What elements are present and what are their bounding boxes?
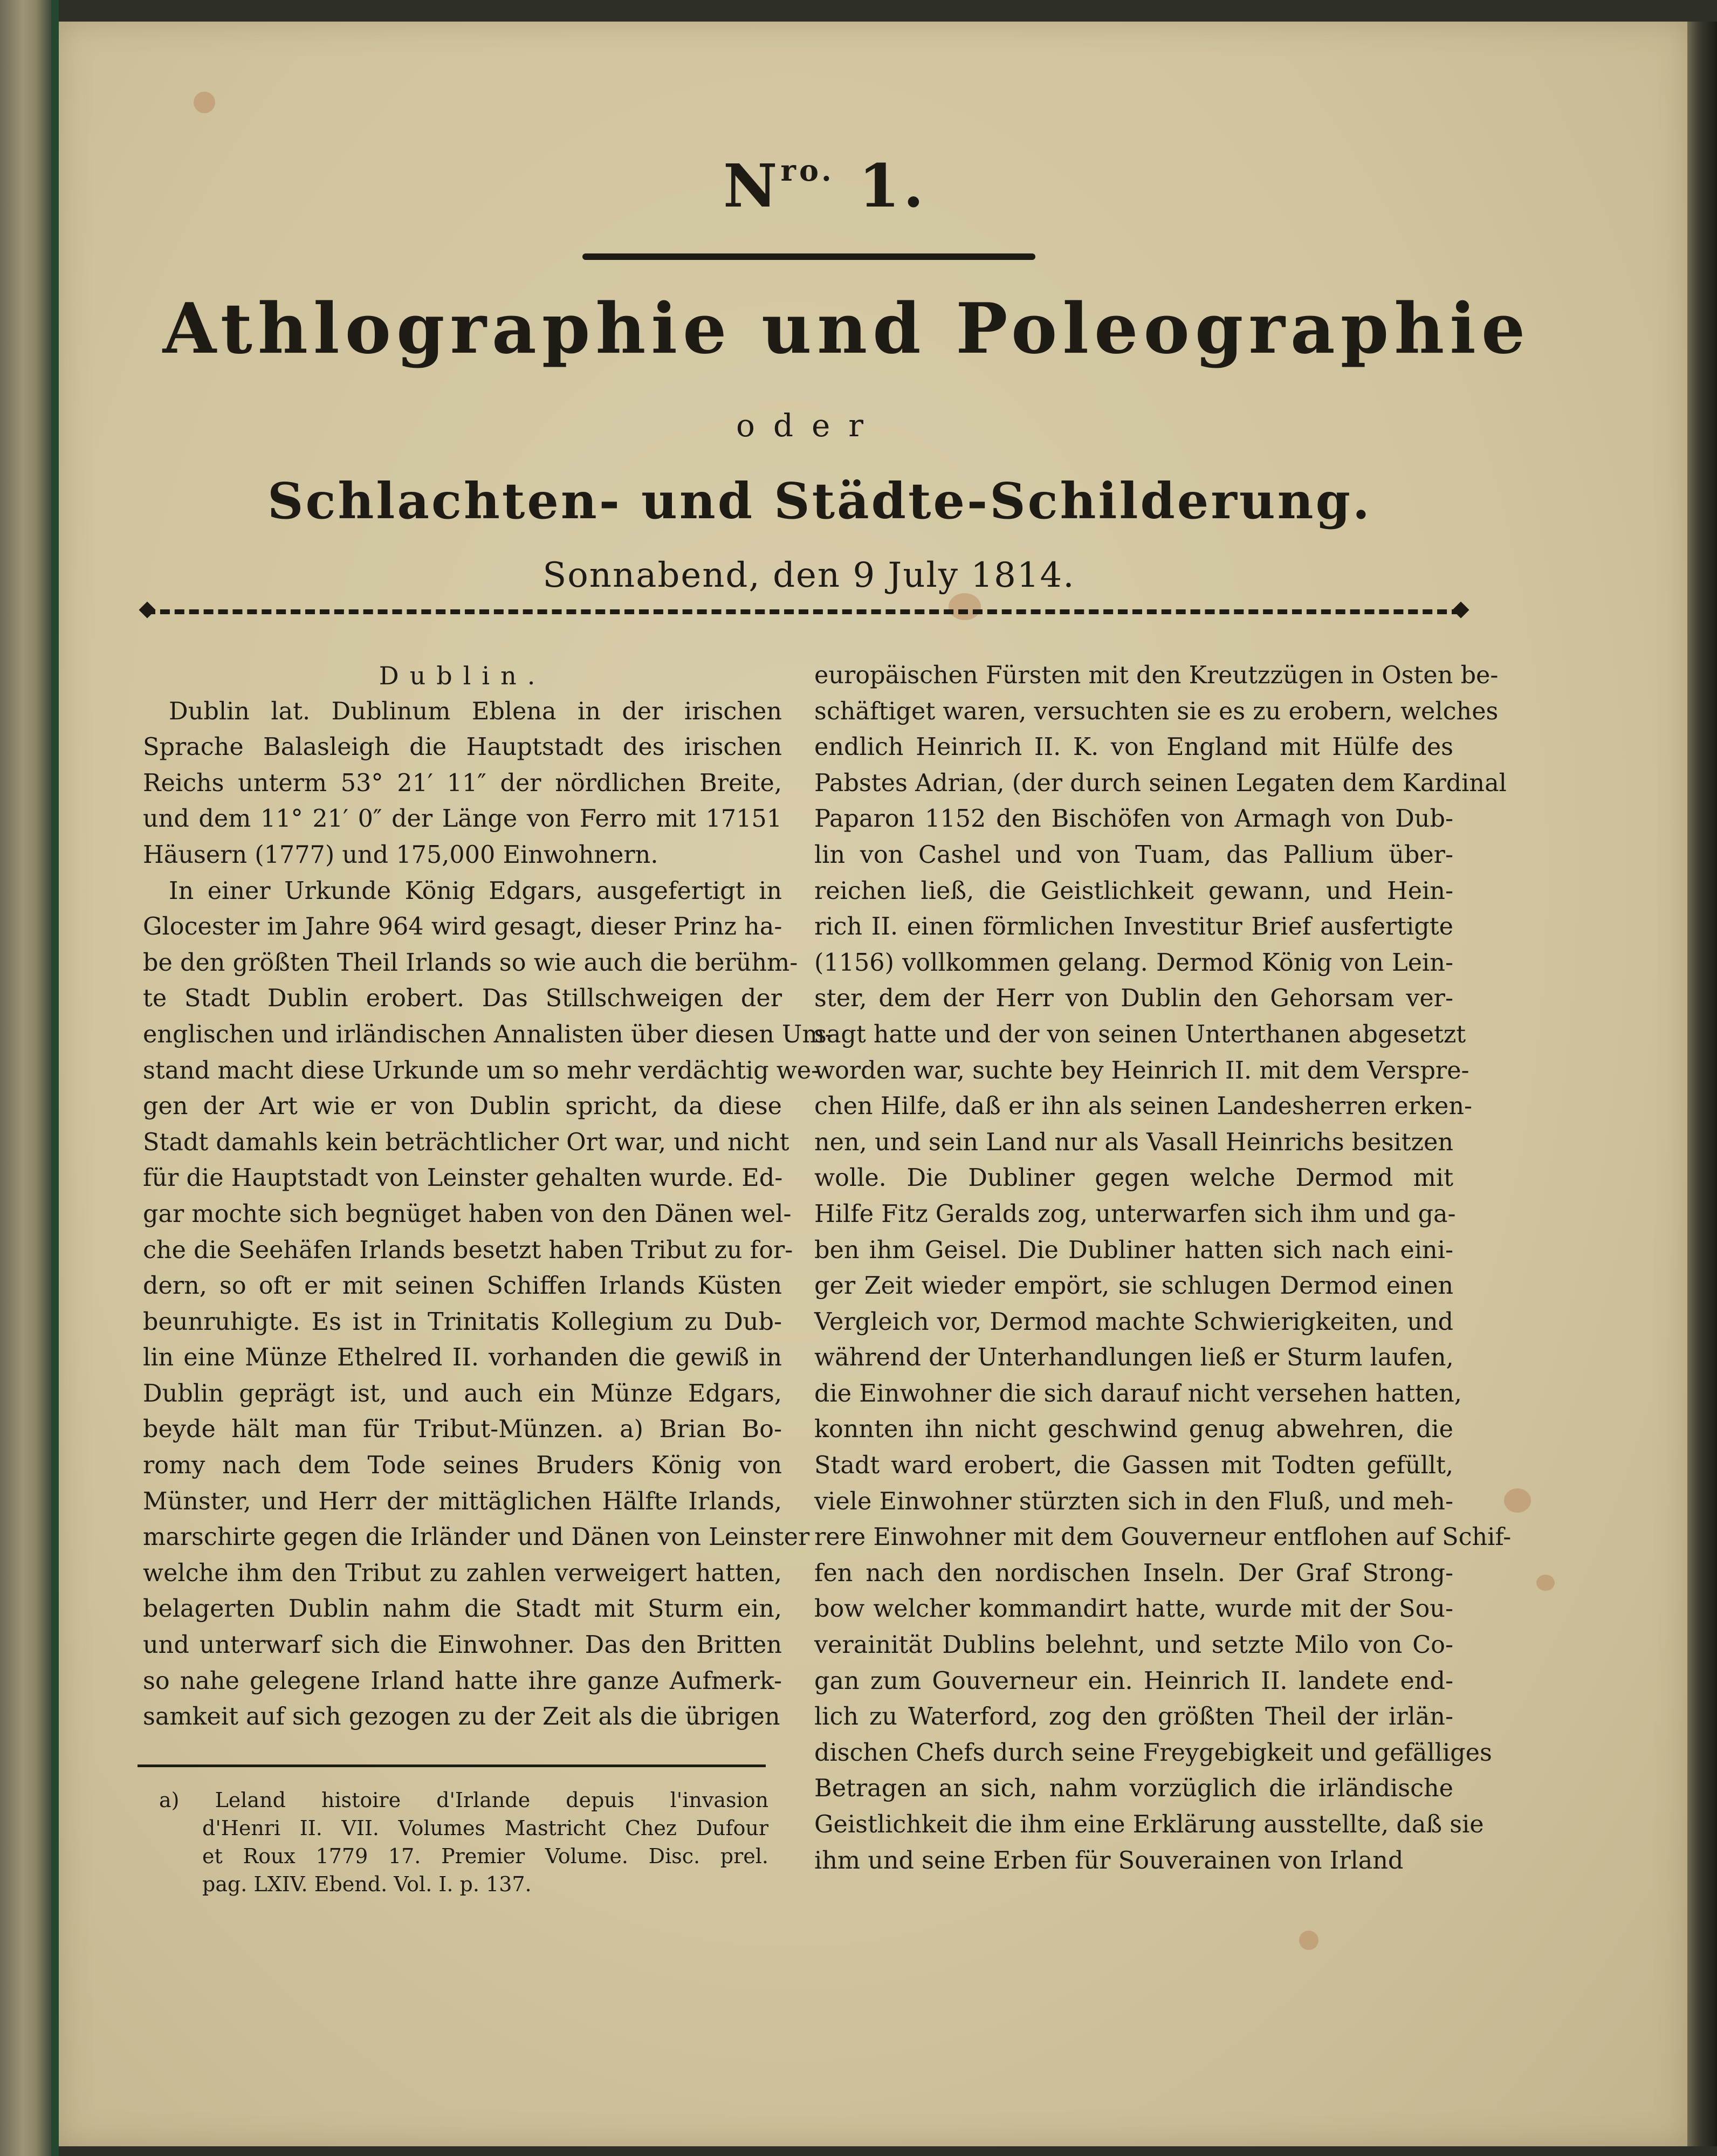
text-line: Dublin geprägt ist, und auch ein Münze Edgars, — [143, 1379, 782, 1407]
text-line: viele Einwohner stürzten sich in den Fluß, und meh- — [814, 1487, 1453, 1515]
right-column-text — [814, 658, 1512, 1879]
text-line: während der Unterhandlungen ließ er Sturm laufen, — [814, 1344, 1454, 1372]
foxing-spot — [194, 92, 215, 113]
text-line: lin von Cashel und von Tuam, das Pallium über- — [814, 841, 1453, 869]
text-line: ger Zeit wieder empört, sie schlugen Dermod einen — [814, 1272, 1453, 1300]
previous-page-edge — [0, 0, 51, 2156]
text-line: gen der Art wie er von Dublin spricht, da diese — [143, 1093, 782, 1121]
issue-number-prefix: N — [723, 151, 781, 221]
text-line: verainität Dublins belehnt, und setzte Milo von Co- — [814, 1631, 1453, 1659]
text-line: bow welcher kommandirt hatte, wurde mit der Sou- — [814, 1595, 1453, 1623]
header-rule — [582, 253, 1035, 260]
footnote — [159, 1786, 768, 1898]
text-line: für die Hauptstadt von Leinster gehalten wurde. Ed- — [143, 1164, 783, 1192]
text-line: ster, dem der Herr von Dublin den Gehorsam ver- — [814, 985, 1453, 1013]
text-line: belagerten Dublin nahm die Stadt mit Sturm ein, — [143, 1595, 782, 1623]
text-line: Stadt damahls kein beträchtlicher Ort war, und nicht — [143, 1128, 789, 1156]
footnote-line: et Roux 1779 17. Premier Volume. Disc. prel. — [202, 1844, 768, 1868]
footnote-line: a) Leland histoire d'Irlande depuis l'invasion — [159, 1788, 768, 1812]
text-line: Stadt ward erobert, die Gassen mit Todten gefüllt, — [814, 1452, 1453, 1480]
text-line: Reichs unterm 53° 21′ 11″ der nördlichen Breite, — [143, 769, 782, 797]
text-line: te Stadt Dublin erobert. Das Stillschweigen der — [143, 985, 782, 1013]
text-line: Dublin lat. Dublinum Eblena in der irischen — [169, 697, 782, 725]
text-line: gan zum Gouverneur ein. Heinrich II. landete end- — [814, 1667, 1453, 1695]
text-line: wolle. Die Dubliner gegen welche Dermod mit — [814, 1164, 1453, 1192]
issue-number-sup: ro. — [780, 153, 835, 188]
foxing-spot — [1299, 1931, 1318, 1950]
text-line: romy nach dem Tode seines Bruders König von — [143, 1452, 782, 1480]
text-line: Pabstes Adrian, (der durch seinen Legaten dem Kardinal — [814, 769, 1507, 797]
text-line: so nahe gelegene Irland hatte ihre ganze Aufmerk- — [143, 1667, 782, 1695]
foxing-spot — [949, 593, 981, 620]
text-line: Glocester im Jahre 964 wird gesagt, dieser Prinz ha- — [143, 913, 782, 941]
text-line: Münster, und Herr der mittäglichen Hälfte Irlands, — [143, 1487, 782, 1515]
text-line: lich zu Waterford, zog den größten Theil der irlän- — [814, 1703, 1453, 1731]
text-line: englischen und irländischen Annalisten über diesen Um- — [143, 1020, 833, 1048]
issue-number — [701, 151, 949, 221]
issue-date: Sonnabend, den 9 July 1814. — [542, 555, 1075, 595]
text-line: Sprache Balasleigh die Hauptstadt des irischen — [143, 733, 782, 761]
footnote-line: d'Henri II. VII. Volumes Mastricht Chez Dufour — [202, 1816, 768, 1840]
text-line: be den größten Theil Irlands so wie auch die berühm- — [143, 949, 798, 977]
text-line: che die Seehäfen Irlands besetzt haben Tribut zu for- — [143, 1236, 793, 1264]
text-line: gar mochte sich begnüget haben von den Dänen wel- — [143, 1200, 792, 1228]
text-line: ihm und seine Erben für Souverainen von Irland — [814, 1846, 1404, 1875]
text-line: beyde hält man für Tribut-Münzen. a) Brian Bo- — [143, 1416, 782, 1444]
text-line: worden war, suchte bey Heinrich II. mit dem Verspre- — [814, 1056, 1469, 1084]
foxing-spot — [1536, 1575, 1555, 1591]
text-line: schäftiget waren, versuchten sie es zu erobern, welches — [814, 697, 1499, 725]
text-line: Betragen an sich, nahm vorzüglich die irländische — [814, 1775, 1453, 1803]
footnote-rule — [138, 1764, 766, 1767]
text-line: europäischen Fürsten mit den Kreutzzügen in Osten be- — [814, 662, 1499, 689]
text-line: ben ihm Geisel. Die Dubliner hatten sich nach eini- — [814, 1236, 1453, 1264]
text-line: welche ihm den Tribut zu zahlen verweigert hatten, — [143, 1559, 782, 1587]
text-line: fen nach den nordischen Inseln. Der Graf Strong- — [814, 1559, 1453, 1587]
newspaper-subtitle: Schlachten- und Städte-Schilderung. — [267, 472, 1372, 530]
text-line: samkeit auf sich gezogen zu der Zeit als die übrigen — [143, 1703, 780, 1731]
text-line: lin eine Münze Ethelred II. vorhanden die gewiß in — [143, 1344, 782, 1372]
text-line: Hilfe Fitz Geralds zog, unterwarfen sich ihm und ga- — [814, 1200, 1456, 1228]
text-line: konnten ihn nicht geschwind genug abwehren, die — [814, 1416, 1453, 1444]
text-line: beunruhigte. Es ist in Trinitatis Kollegium zu Dub- — [143, 1308, 782, 1336]
text-line: chen Hilfe, daß er ihn als seinen Landesherren erken- — [814, 1093, 1473, 1121]
text-line: In einer Urkunde König Edgars, ausgefertigt in — [169, 877, 782, 905]
footnote-text — [159, 1786, 768, 1898]
text-line: Paparon 1152 den Bischöfen von Armagh von Dub- — [814, 805, 1453, 833]
book-binding — [51, 0, 59, 2156]
text-line: und unterwarf sich die Einwohner. Das den Britten — [143, 1631, 782, 1659]
text-line: sagt hatte und der von seinen Unterthanen abgesetzt — [814, 1020, 1466, 1048]
text-line: nen, und sein Land nur als Vasall Heinrichs besitzen — [814, 1128, 1453, 1156]
left-column-text — [143, 694, 833, 1735]
text-line: dischen Chefs durch seine Freygebigkeit und gefälliges — [814, 1739, 1492, 1767]
right-column — [814, 658, 1512, 1879]
text-line: und dem 11° 21′ 0″ der Länge von Ferro mit 17151 — [143, 805, 782, 833]
issue-number-value: 1. — [858, 151, 927, 221]
left-column — [143, 658, 833, 1735]
text-line: endlich Heinrich II. K. von England mit Hülfe des — [814, 733, 1453, 761]
text-line: Geistlichkeit die ihm eine Erklärung ausstellte, daß sie — [814, 1811, 1484, 1838]
title-connector: oder — [736, 407, 882, 444]
text-line: Vergleich vor, Dermod machte Schwierigkeiten, und — [814, 1308, 1453, 1336]
text-line: (1156) vollkommen gelang. Dermod König von Lein- — [814, 949, 1453, 977]
page-right-edge — [1687, 22, 1717, 2146]
text-line: Häusern (1777) und 175,000 Einwohnern. — [143, 841, 658, 869]
dashed-divider — [146, 609, 1461, 614]
foxing-spot — [1504, 1488, 1531, 1513]
text-line: die Einwohner die sich darauf nicht versehen hatten, — [814, 1379, 1462, 1407]
newspaper-title: Athlographie und Poleographie — [162, 289, 1531, 369]
text-line: reichen ließ, die Geistlichkeit gewann, und Hein- — [814, 877, 1453, 905]
text-line: stand macht diese Urkunde um so mehr verdächtig we- — [143, 1056, 820, 1084]
text-line: marschirte gegen die Irländer und Dänen von Leinster — [143, 1523, 810, 1551]
text-line: rich II. einen förmlichen Investitur Brief ausfertigte — [814, 913, 1453, 941]
text-line: dern, so oft er mit seinen Schiffen Irlands Küsten — [143, 1272, 782, 1300]
text-line: rere Einwohner mit dem Gouverneur entflohen auf Schif- — [814, 1523, 1512, 1551]
footnote-line: pag. LXIV. Ebend. Vol. I. p. 137. — [202, 1872, 532, 1896]
article-heading: Dublin. — [379, 661, 546, 690]
